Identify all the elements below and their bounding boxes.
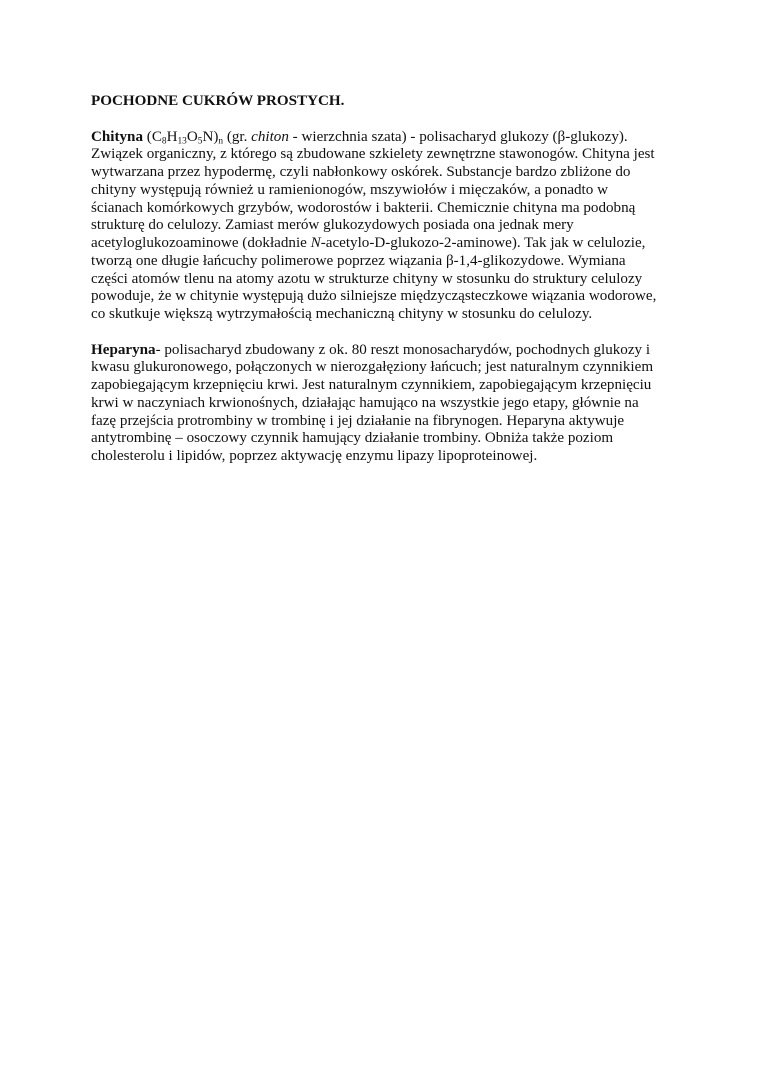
- document-page: [91, 93, 673, 484]
- formula: $(C_8H_{13}O_5N)_n$: [143, 128, 224, 146]
- heparyna-line-1: Heparyna- polisacharyd zbudowany z ok. 80 reszt monosacharydów, pochodnych glukozy i: [91, 341, 651, 358]
- chityna-line-2: Związek organiczny, z którego są zbudowane szkielety zewnętrzne stawonogów. Chityna jest: [91, 146, 655, 163]
- paragraph-chityna: [91, 129, 673, 324]
- chityna-line-4: chityny występują również u ramienionogów, mszywiołów i mięczaków, a ponadto w: [91, 181, 608, 198]
- paragraph-heparyna: [91, 342, 673, 466]
- heparyna-line-2: kwasu glukuronowego, połączonych w nierozgałęziony łańcuch; jest naturalnym czynnikiem: [91, 359, 654, 376]
- page-title: POCHODNE CUKRÓW PROSTYCH.: [91, 93, 345, 109]
- chityna-line-11: co skutkuje większą wytrzymałością mechaniczną chityny w stosunku do celulozy.: [91, 306, 593, 322]
- term-chityna: Chityna: [91, 128, 144, 145]
- chityna-line-1: Chityna $(C_8H_{13}O_5N)_n$ (gr. chiton - wierzchnia szata) - polisacharyd glukozy (β-glukozy).: [91, 128, 628, 146]
- chityna-line-9: części atomów tlenu na atomy azotu w strukturze chityny w stosunku do struktury celulozy: [91, 270, 643, 287]
- term-heparyna: Heparyna: [91, 341, 156, 358]
- heparyna-line-5: fazę przejścia protrombiny w trombinę i jej działanie na fibrynogen. Heparyna aktywuje: [91, 412, 625, 429]
- chityna-line-5: ścianach komórkowych grzybów, wodorostów i bakterii. Chemicznie chityna ma podobną: [91, 199, 636, 216]
- greek-word: chiton: [251, 128, 289, 145]
- heparyna-line-3: zapobiegającym krzepnięciu krwi. Jest naturalnym czynnikiem, zapobiegającym krzepnięciu: [91, 377, 652, 393]
- heparyna-line-7: cholesterolu i lipidów, poprzez aktywację enzymu lipazy lipoproteinowej.: [91, 448, 538, 464]
- chityna-line-7: acetyloglukozoaminowe (dokładnie N-acetylo-D-glukozo-2-aminowe). Tak jak w celulozie,: [91, 235, 646, 251]
- heparyna-line-6: antytrombinę – osoczowy czynnik hamujący działanie trombiny. Obniża także poziom: [91, 430, 614, 447]
- heparyna-line-4: krwi w naczyniach krwionośnych, działając hamująco na wszystkie jego etapy, głównie na: [91, 394, 639, 411]
- chityna-line-6: strukturę do celulozy. Zamiast merów glukozydowych posiada ona jednak mery: [91, 217, 574, 234]
- chityna-line-8: tworzą one długie łańcuchy polimerowe poprzez wiązania β-1,4-glikozydowe. Wymiana: [91, 252, 626, 269]
- chityna-line-10: powoduje, że w chitynie występują dużo silniejsze międzycząsteczkowe wiązania wodorowe,: [91, 288, 657, 305]
- chityna-line-3: wytwarzana przez hypodermę, czyli nabłonkowy oskórek. Substancje bardzo zbliżone do: [91, 164, 631, 180]
